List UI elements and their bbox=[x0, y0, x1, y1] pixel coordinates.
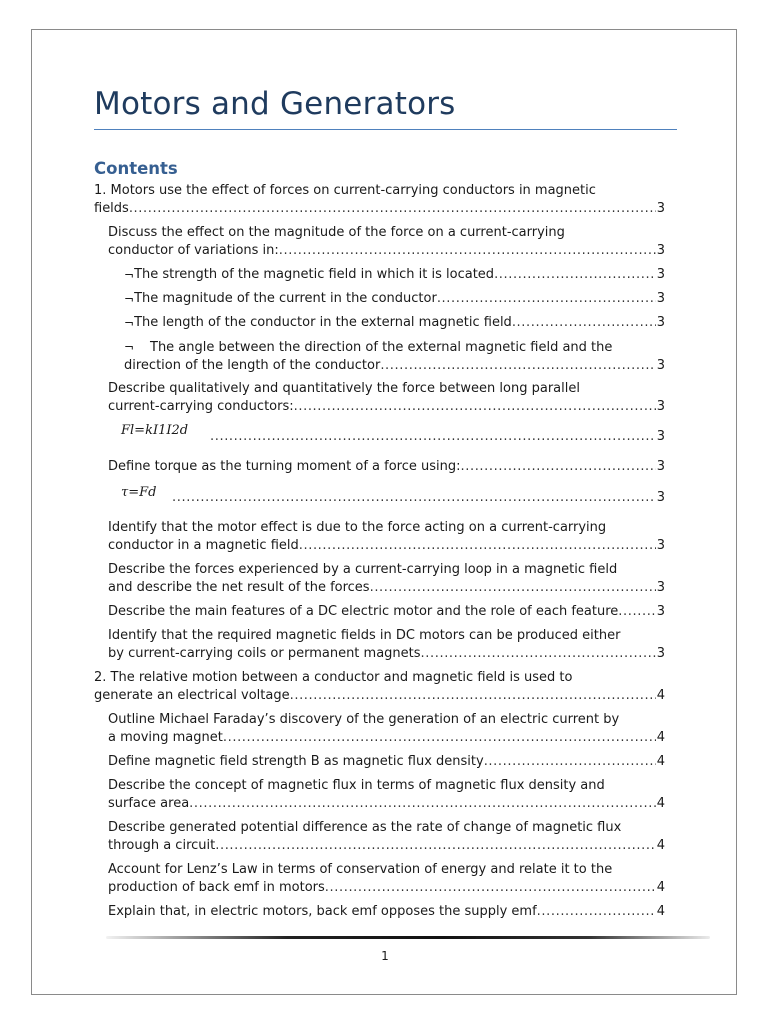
not-sign-bullet-icon: ¬ bbox=[124, 340, 135, 354]
toc-entry[interactable] bbox=[124, 290, 665, 308]
contents-heading: Contents bbox=[94, 159, 178, 178]
toc-entry[interactable] bbox=[94, 182, 665, 218]
page-number: 1 bbox=[381, 949, 389, 963]
toc-entry-text: production of back emf in motors bbox=[108, 880, 325, 895]
toc-page-number: 4 bbox=[656, 904, 665, 919]
toc-entry-text: 1. Motors use the effect of forces on current-carrying conductors in magnetic bbox=[94, 183, 596, 198]
toc-page-number: 3 bbox=[656, 580, 665, 595]
toc-page-number: 3 bbox=[656, 459, 665, 474]
toc-page-number: 3 bbox=[656, 490, 665, 505]
toc-entry[interactable] bbox=[108, 711, 665, 747]
toc-entry-text: conductor of variations in: bbox=[108, 243, 279, 258]
toc-entry-text: Account for Lenz’s Law in terms of conservation of energy and relate it to the bbox=[108, 862, 613, 877]
toc-entry-text: Identify that the motor effect is due to the force acting on a current-carrying bbox=[108, 520, 607, 535]
toc-entry-text: Describe the concept of magnetic flux in terms of magnetic flux density and bbox=[108, 778, 605, 793]
toc-page-number: 3 bbox=[656, 646, 665, 661]
toc-entry[interactable] bbox=[108, 561, 665, 597]
footer-divider bbox=[106, 936, 710, 939]
toc-entry-text: surface area bbox=[108, 796, 190, 811]
toc-entry-text: Define magnetic field strength B as magnetic flux density bbox=[108, 754, 484, 769]
toc-entry[interactable] bbox=[210, 428, 665, 446]
toc-entry[interactable] bbox=[108, 819, 665, 855]
not-sign-bullet-icon: ¬ bbox=[124, 268, 135, 282]
toc-entry[interactable] bbox=[108, 627, 665, 663]
toc-entry-text: The length of the conductor in the external magnetic field bbox=[134, 315, 512, 330]
toc-entry[interactable] bbox=[108, 519, 665, 555]
toc-page-number: 3 bbox=[656, 267, 665, 282]
toc-entry-text: by current-carrying coils or permanent magnets bbox=[108, 646, 421, 661]
toc-entry-text: current-carrying conductors: bbox=[108, 399, 294, 414]
toc-entry-text: a moving magnet bbox=[108, 730, 223, 745]
toc-page-number: 4 bbox=[656, 880, 665, 895]
toc-page-number: 3 bbox=[656, 358, 665, 373]
toc-page-number: 3 bbox=[656, 604, 665, 619]
toc-entry-text: The angle between the direction of the external magnetic field and the bbox=[150, 340, 613, 355]
toc-entry-text: Describe qualitatively and quantitatively the force between long parallel bbox=[108, 381, 580, 396]
toc-entry-text: 2. The relative motion between a conductor and magnetic field is used to bbox=[94, 670, 573, 685]
toc-page-number: 4 bbox=[656, 688, 665, 703]
toc-entry-text: Define torque as the turning moment of a force using: bbox=[108, 459, 461, 474]
toc-entry[interactable] bbox=[124, 338, 665, 375]
toc-page-number: 3 bbox=[656, 201, 665, 216]
toc-entry[interactable] bbox=[124, 314, 665, 332]
toc-page-number: 4 bbox=[656, 754, 665, 769]
document-title: Motors and Generators bbox=[94, 86, 456, 122]
toc-entry-text: direction of the length of the conductor bbox=[124, 358, 381, 373]
title-underline bbox=[94, 129, 677, 130]
toc-entry[interactable] bbox=[108, 603, 665, 621]
toc-entry[interactable] bbox=[108, 753, 665, 771]
toc-entry-text: conductor in a magnetic field bbox=[108, 538, 299, 553]
toc-entry-text: Describe generated potential difference as the rate of change of magnetic flux bbox=[108, 820, 622, 835]
toc-entry-text: Describe the forces experienced by a current-carrying loop in a magnetic field bbox=[108, 562, 618, 577]
toc-page-number: 3 bbox=[656, 429, 665, 444]
toc-entry[interactable] bbox=[108, 224, 665, 260]
toc-page-number: 3 bbox=[656, 243, 665, 258]
document-page bbox=[31, 29, 737, 995]
toc-entry-text: Discuss the effect on the magnitude of the force on a current-carrying bbox=[108, 225, 565, 240]
toc-entry-text: Identify that the required magnetic fields in DC motors can be produced either bbox=[108, 628, 621, 643]
toc-entry-text: through a circuit bbox=[108, 838, 216, 853]
toc-entry-text: The strength of the magnetic field in which it is located bbox=[134, 267, 495, 282]
toc-entry[interactable] bbox=[94, 669, 665, 705]
toc-entry-text: and describe the net result of the forces bbox=[108, 580, 370, 595]
toc-entry[interactable] bbox=[108, 458, 665, 476]
toc-entry-text: Outline Michael Faraday’s discovery of the generation of an electric current by bbox=[108, 712, 620, 727]
toc-entry[interactable] bbox=[108, 380, 665, 416]
toc-page-number: 3 bbox=[656, 399, 665, 414]
not-sign-bullet-icon: ¬ bbox=[124, 292, 135, 306]
toc-entry[interactable] bbox=[124, 266, 665, 284]
toc-page-number: 4 bbox=[656, 838, 665, 853]
toc-page-number: 4 bbox=[656, 796, 665, 811]
toc-page-number: 4 bbox=[656, 730, 665, 745]
toc-entry[interactable] bbox=[108, 861, 665, 897]
toc-page-number: 3 bbox=[656, 538, 665, 553]
formula-torque: τ=Fd bbox=[121, 485, 157, 500]
formula-force-parallel-conductors: Fl=kI1I2d bbox=[121, 423, 189, 438]
not-sign-bullet-icon: ¬ bbox=[124, 316, 135, 330]
toc-entry-text: Describe the main features of a DC electric motor and the role of each feature bbox=[108, 604, 619, 619]
toc-page-number: 3 bbox=[656, 315, 665, 330]
toc-entry[interactable] bbox=[172, 489, 665, 507]
toc-entry-text: generate an electrical voltage bbox=[94, 688, 290, 703]
toc-entry-text: Explain that, in electric motors, back emf opposes the supply emf bbox=[108, 904, 537, 919]
toc-entry[interactable] bbox=[108, 777, 665, 813]
toc-entry[interactable] bbox=[108, 903, 665, 921]
toc-entry-text: The magnitude of the current in the conductor bbox=[134, 291, 437, 306]
toc-entry-text: fields bbox=[94, 201, 129, 216]
toc-page-number: 3 bbox=[656, 291, 665, 306]
